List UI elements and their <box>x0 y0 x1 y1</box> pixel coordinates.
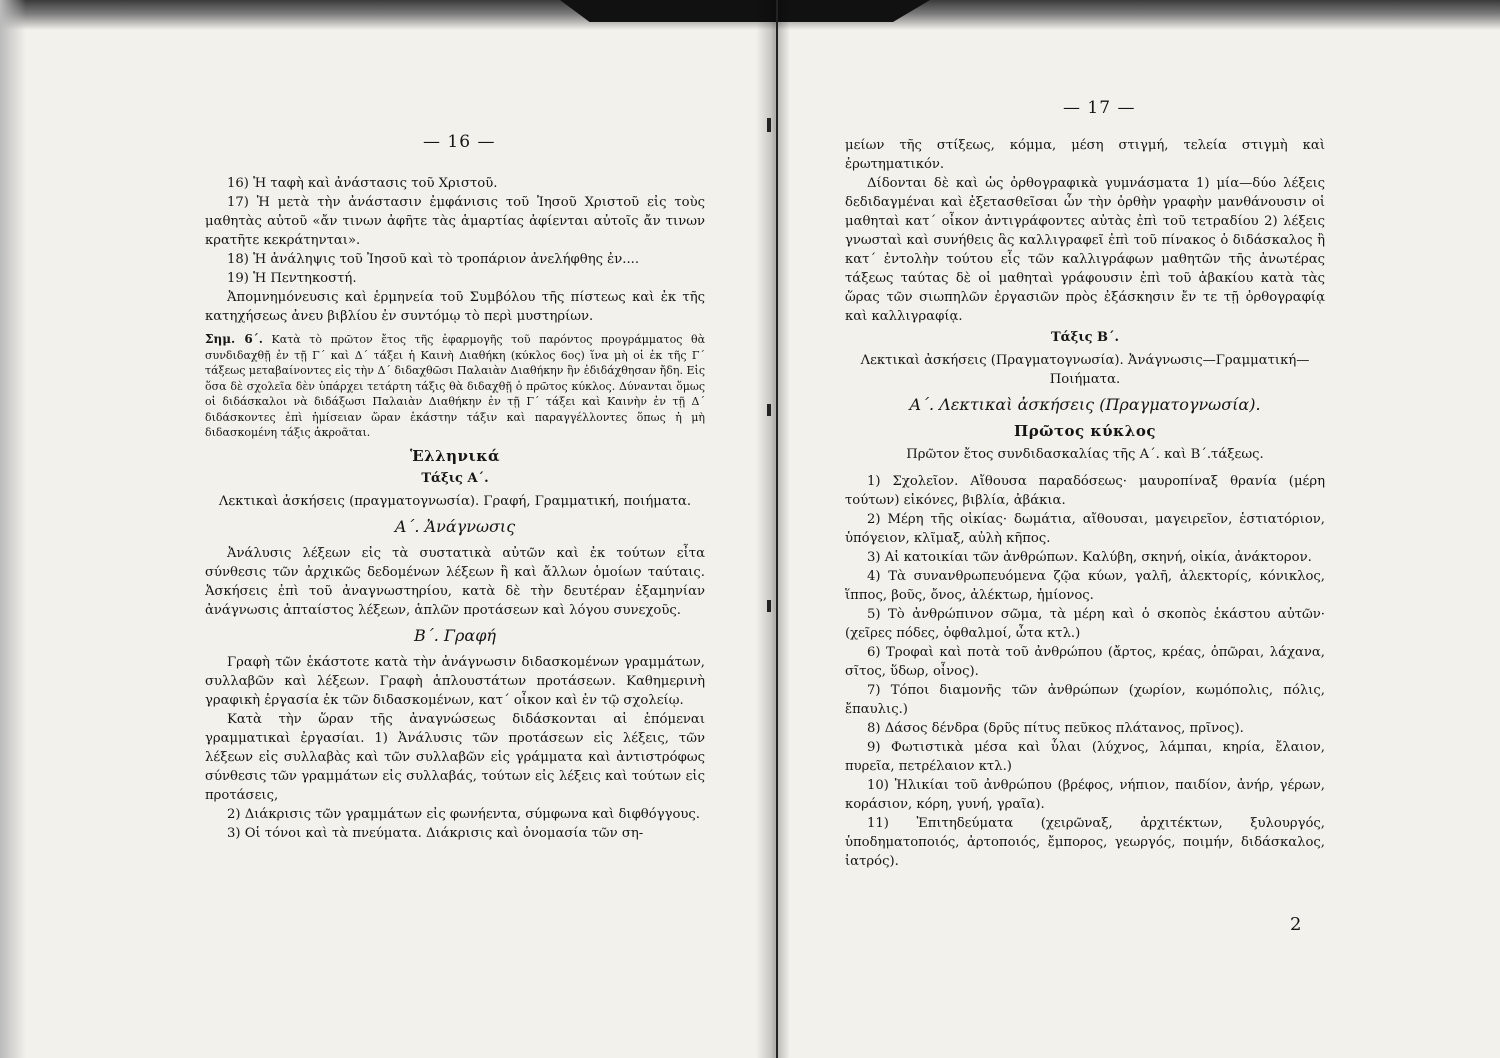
section-heading: Ἑλληνικά <box>409 446 501 465</box>
list-item: 17) Ἡ μετὰ τὴν ἀνάστασιν ἐμφάνισις τοῦ Ἰησοῦ Χριστοῦ εἰς τοὺς μαθητὰς αὐτοῦ «ἄν τινων ἀφῆτε τὰς ἁμαρτίας ἀφίενται αὐτοῖς ἄν τινων κρατῆτε κεκράτηνται». <box>205 195 705 248</box>
gutter-mark <box>767 600 771 612</box>
list-item: 7) Τόποι διαμονῆς τῶν ἀνθρώπων (χωρίον, κωμόπολις, πόλις, ἔπαυλις.) <box>845 683 1325 717</box>
list-item: 8) Δάσος δένδρα (δρῦς πίτυς πεῦκος πλάτανος, πρῖνος). <box>867 721 1244 736</box>
list-item: 16) Ἡ ταφὴ καὶ ἀνάστασις τοῦ Χριστοῦ. <box>227 176 498 191</box>
list-item: 1) Σχολεῖον. Αἴθουσα παραδόσεως· μαυροπίναξ θρανία (μέρη τούτων) εἰκόνες, βιβλία, ἀβάκια. <box>845 474 1325 508</box>
cycle-heading: Πρῶτος κύκλος <box>1014 422 1156 440</box>
footnote-text: Κατὰ τὸ πρῶτον ἔτος τῆς ἐφαρμογῆς τοῦ παρόντος προγράμματος θὰ συνδιδαχθῇ ἐν τῇ Γ΄ καὶ Δ΄ τάξει ἡ Καινὴ Διαθήκη (κύκλος 6ος) ἵνα μὴ οἱ ἐκ τῆς Γ΄ τάξεως μεταβαίνοντες εἰς τὴν Δ΄ διδαχθῶσι Παλαιὰν Διαθήκην ἣν ἐδιδάχθησαν ἤδη. Εἰς ὅσα δὲ σχολεῖα δὲν ὑπάρχει τετάρτη τάξις θὰ διδαχθῇ ὁ πρῶτος κύκλος. Δύνανται ὅμως οἱ διδάσκαλοι νὰ διδάξωσι Παλαιὰν Διαθήκην ἐν τῇ Γ΄ τάξει καὶ Καινὴν ἐν τῇ Δ΄ διδάσκοντες ἐπὶ ἡμίσειαν ὥραν ἑκάστην τάξιν καὶ παραγγέλλοντες ὅπως ἡ μὴ διδασκομένη τάξις ἀκροᾶται. <box>205 333 706 439</box>
list-item: 2) Μέρη τῆς οἰκίας· δωμάτια, αἴθουσαι, μαγειρεῖον, ἑστιατόριον, ὑπόγειον, κλῖμαξ, αὐλὴ κῆπος. <box>845 512 1325 546</box>
subsection-heading: Β΄. Γραφή <box>413 625 497 645</box>
paragraph: 2) Διάκρισις τῶν γραμμάτων εἰς φωνήεντα, σύμφωνα καὶ διφθόγγους. <box>227 806 700 822</box>
paragraph: μείων τῆς στίξεως, κόμμα, μέση στιγμή, τελεία στιγμὴ καὶ ἐρωτηματικόν. <box>845 138 1325 172</box>
list-item: 11) Ἐπιτηδεύματα (χειρῶναξ, ἀρχιτέκτων, ξυλουργός, ὑποδηματοποιός, ἀρτοποιός, ἔμπορος, γεωργός, ποιμήν, διδάσκαλος, ἰατρός). <box>845 816 1325 869</box>
scan-shadow-top <box>560 0 930 22</box>
class-heading: Τάξις Β΄. <box>1050 330 1120 345</box>
gutter-mark <box>767 118 771 132</box>
gutter-line <box>776 0 778 1058</box>
gutter-mark <box>767 404 771 416</box>
list-item: 19) Ἡ Πεντηκοστή. <box>227 271 357 286</box>
right-page-body <box>845 136 1325 871</box>
list-item: 10) Ἡλικίαι τοῦ ἀνθρώπου (βρέφος, νήπιον, παιδίον, ἀνήρ, γέρων, κοράσιον, κόρη, γυνή, γραῖα). <box>845 778 1325 812</box>
book-gutter <box>756 0 790 1058</box>
paragraph: Κατὰ τὴν ὥραν τῆς ἀναγνώσεως διδάσκονται αἱ ἑπόμεναι γραμματικαὶ ἐργασίαι. 1) Ἀνάλυσις τῶν προτάσεων εἰς λέξεις, τῶν λέξεων εἰς συλλαβὰς καὶ τῶν συλλαβῶν εἰς γράμματα καὶ ἀντιστρόφως σύνθεσις τῶν γραμμάτων εἰς συλλαβάς, τούτων εἰς λέξεις καὶ τούτων εἰς προτάσεις, <box>205 711 705 803</box>
paragraph: Ἀνάλυσις λέξεων εἰς τὰ συστατικὰ αὐτῶν καὶ ἐκ τούτων εἶτα σύνθεσις τῶν ἀρχικῶς δεδομένων λέξεων ἢ καὶ ἄλλων ὁμοίων ταύταις. Ἀσκήσεις ἐπὶ τοῦ ἀναγνωστηρίου, κατὰ δὲ τὴν δευτέραν ἑξαμηνίαν ἀνάγνωσις ἀπταίστος λέξεων, ἁπλῶν προτάσεων καὶ λόγου συνεχοῦς. <box>205 545 705 618</box>
list-item: 5) Τὸ ἀνθρώπινον σῶμα, τὰ μέρη καὶ ὁ σκοπὸς ἑκάστου αὐτῶν· (χεῖρες πόδες, ὀφθαλμοί, ὦτα κτλ.) <box>845 607 1325 641</box>
paragraph: Δίδονται δὲ καὶ ὡς ὀρθογραφικὰ γυμνάσματα 1) μία—δύο λέξεις δεδιδαγμέναι καὶ ἐξετασθεῖσαι ὧν τὴν ὀρθὴν γραφὴν μανθάνουσιν οἱ μαθηταὶ κατ΄ οἶκον ἀντιγράφοντες αὐτὰς ἐπὶ τοῦ τετραδίου 2) λέξεις γνωσταὶ καὶ συνήθεις ἃς καλλιγραφεῖ ἐπὶ τοῦ πίνακος ὁ διδάσκαλος ἢ κατ΄ ἐντολὴν τούτου εἷς τῶν καλλιγράφων μαθητῶν τῆς ἀνωτέρας τάξεως ταύτας δὲ οἱ μαθηταὶ γράφουσιν ἐπὶ τοῦ ἀβακίου κατὰ τὰς ὥρας τῶν σιωπηλῶν ἐργασιῶν πρὸς ἐξάσκησιν ἔν τε τῇ ὀρθογραφίᾳ καὶ καλλιγραφίᾳ. <box>845 176 1325 324</box>
list-item: 9) Φωτιστικὰ μέσα καὶ ὗλαι (λύχνος, λάμπαι, κηρία, ἔλαιον, πυρεῖα, πετρέλαιον κτλ.) <box>845 740 1325 774</box>
page-number: — 16 — <box>423 132 496 152</box>
signature-mark: 2 <box>1290 914 1302 935</box>
paragraph: 3) Οἱ τόνοι καὶ τὰ πνεύματα. Διάκρισις καὶ ὀνομασία τῶν ση- <box>227 825 644 841</box>
cycle-subtitle: Πρῶτον ἔτος συνδιδασκαλίας τῆς Α΄. καὶ Β΄.τάξεως. <box>906 447 1264 462</box>
list-item: 6) Τροφαὶ καὶ ποτὰ τοῦ ἀνθρώπου (ἄρτος, κρέας, ὀπῶραι, λάχανα, σῖτος, ὕδωρ, οἶνος). <box>845 645 1325 679</box>
paragraph: Ἀπομνημόνευσις καὶ ἑρμηνεία τοῦ Συμβόλου τῆς πίστεως καὶ ἐκ τῆς κατηχήσεως ἀνευ βιβλίου ἐν συντόμῳ τὸ περὶ μυστηρίων. <box>205 290 705 324</box>
list-item: 18) Ἡ ἀνάληψις τοῦ Ἰησοῦ καὶ τὸ τροπάριον ἀνελήφθης ἐν.... <box>227 252 640 267</box>
page-number: — 17 — <box>1063 98 1136 118</box>
class-heading: Τάξις Α΄. <box>421 470 489 486</box>
subtitle: Λεκτικαὶ ἀσκήσεις (πραγματογνωσία). Γραφή, Γραμματική, ποιήματα. <box>218 493 692 509</box>
paragraph: Γραφὴ τῶν ἑκάστοτε κατὰ τὴν ἀνάγνωσιν διδασκομένων γραμμάτων, συλλαβῶν καὶ λέξεων. Γραφὴ ἁπλουστάτων προτάσεων. Καθημερινὴ γραφικὴ ἐργασία ἐκ τῶν διδασκομένων, κατ΄ οἶκον καὶ ἐν τῷ σχολείῳ. <box>205 654 705 708</box>
subtitle: Λεκτικαὶ ἀσκήσεις (Πραγματογνωσία). Ἀνάγνωσις—Γραμματική—Ποιήματα. <box>860 353 1310 387</box>
list-item: 4) Τὰ συνανθρωπευόμενα ζῷα κύων, γαλῆ, ἀλεκτορίς, κόνικλος, ἵππος, βοῦς, ὄνος, ἀλέκτωρ, ἡμίονος. <box>845 569 1325 603</box>
subsection-heading: Α΄. Λεκτικαὶ ἀσκήσεις (Πραγματογνωσία). <box>909 395 1261 414</box>
footnote-label: Σημ. 6΄. <box>205 332 263 346</box>
list-item: 3) Αἱ κατοικίαι τῶν ἀνθρώπων. Καλύβη, σκηνή, οἰκία, ἀνάκτορον. <box>867 550 1312 565</box>
subsection-heading: Α΄. Ἀνάγνωσις <box>394 516 516 536</box>
footnote <box>205 332 705 441</box>
left-page-body <box>205 174 705 843</box>
scan-edge-left <box>0 0 26 1058</box>
